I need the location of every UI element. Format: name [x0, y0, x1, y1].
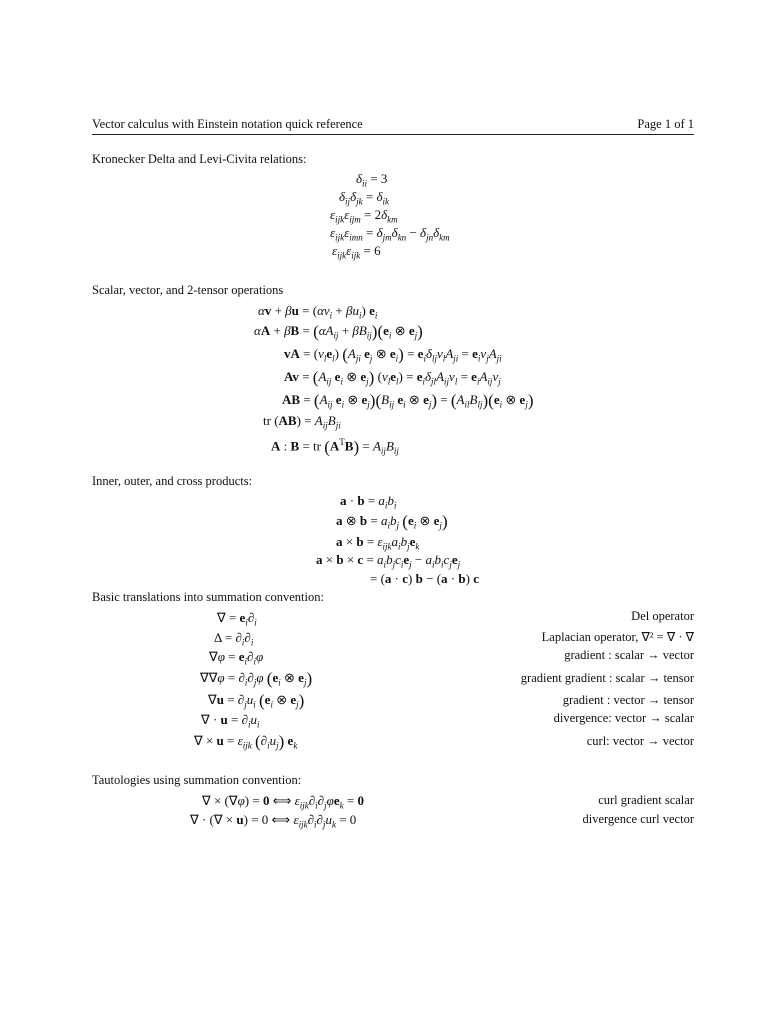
equation: $\alpha v + \beta u = (\alpha v_i + \beta u_i)$ $e_i$ — [258, 303, 378, 321]
equation: A : B = tr $(A^TB) = A_{ij}B_{ij}$ — [271, 437, 399, 457]
translation-label: gradient : scalar → vector — [564, 648, 694, 662]
section-title-products: Inner, outer, and cross products: — [92, 474, 253, 488]
equation: vA = $(v_le_l)$ ($A_{ji}$ $e_j$ ⊗ $e_i) = e_i\delta_{lj}v_lA_{ji} = e_iv_jA_{ji}$ — [284, 345, 502, 364]
equation: $\delta_{ij}\delta_{jk} = \delta_{ik}$ — [339, 189, 389, 207]
equation: ∇ · $u = \partial_iu_i$ — [201, 712, 260, 730]
equation: $\alpha A + \beta B = (\alpha A_{ij} + \beta B_{ij})(e_i$ ⊗ $e_j$) — [254, 322, 423, 341]
equation: ∇ · (∇ × u) = 0 ⟺ $\varepsilon_{ijk}\partial_i\partial_ju_k = 0$ — [190, 812, 357, 830]
section-title-kronecker: Kronecker Delta and Levi-Civita relations: — [92, 152, 307, 166]
page-number: Page 1 of 1 — [637, 117, 694, 131]
tautology-label: curl gradient scalar — [598, 793, 694, 807]
equation: $\varepsilon_{ijk}\varepsilon_{ijm} = 2\delta_{km}$ — [330, 207, 398, 225]
translation-label: gradient : vector → tensor — [562, 693, 694, 707]
translation-label: Laplacian operator, ∇² = ∇ · ∇ — [541, 630, 694, 644]
equation: AB = ($A_{ij}$ $e_i$ ⊗ $e_j)(B_{ij}$ $e_i$ ⊗ $e_j) = (A_{il}B_{lj})(e_i$ ⊗ $e_j$) — [282, 391, 534, 410]
equation: $\delta_{ii} = 3$ — [356, 171, 388, 189]
equation: $\nabla\nabla\varphi = \partial_i\partial_j\varphi$ ($e_i$ ⊗ $e_j$) — [200, 669, 313, 688]
header-rule — [92, 134, 694, 135]
translation-label: curl: vector → vector — [586, 734, 694, 748]
equation: $a \times b \times c = a_ib_jc_ie_j - a_ib_ic_je_j$ — [316, 552, 461, 570]
equation: $\Delta = \partial_i\partial_i$ — [214, 630, 254, 648]
equation: $a \cdot b = a_ib_i$ — [340, 493, 397, 511]
equation: ∇ × $u = \varepsilon_{ijk}$ $(\partial_iu_j)$ $e_k$ — [194, 732, 298, 751]
equation: = (a · c) b − (a · b) c — [370, 571, 479, 586]
equation: tr $(AB) = A_{ij}B_{ji}$ — [263, 413, 341, 431]
header-title: Vector calculus with Einstein notation quick reference — [92, 117, 363, 131]
equation: $\nabla\varphi = e_i\partial_i\varphi$ — [209, 649, 264, 667]
equation: ∇ × (∇φ) = 0 ⟺ $\varepsilon_{ijk}\partial_i\partial_j\varphi e_k = 0$ — [202, 793, 364, 811]
translation-label: gradient gradient : scalar → tensor — [520, 671, 694, 685]
section-title-translations: Basic translations into summation convention: — [92, 590, 324, 604]
translation-label: divergence: vector → scalar — [553, 711, 694, 725]
tautology-label: divergence curl vector — [582, 812, 694, 826]
page-header — [92, 117, 694, 132]
equation: $a \times b = \varepsilon_{ijk}a_ib_je_k$ — [336, 534, 420, 552]
section-title-tautologies: Tautologies using summation convention: — [92, 773, 302, 787]
translation-label: Del operator — [631, 609, 694, 623]
equation: $\nabla u = \partial_ju_i$ ($e_i$ ⊗ $e_j$) — [208, 691, 305, 710]
equation: $Av = (A_{ij}$ $e_i$ ⊗ $e_j$) $(v_le_l) = e_i\delta_{jl}A_{ij}v_l = e_iA_{ij}v_j$ — [284, 368, 501, 387]
equation: a ⊗ $b = a_ib_j$ ($e_i$ ⊗ $e_j$) — [336, 512, 448, 531]
equation: $\varepsilon_{ijk}\varepsilon_{imn} = \delta_{jm}\delta_{kn} - \delta_{jn}\delta_{km}$ — [330, 225, 450, 243]
equation: $\varepsilon_{ijk}\varepsilon_{ijk} = 6$ — [332, 243, 381, 261]
equation: ∇ = $e_i\partial_i$ — [217, 610, 257, 628]
section-title-operations: Scalar, vector, and 2-tensor operations — [92, 283, 284, 297]
